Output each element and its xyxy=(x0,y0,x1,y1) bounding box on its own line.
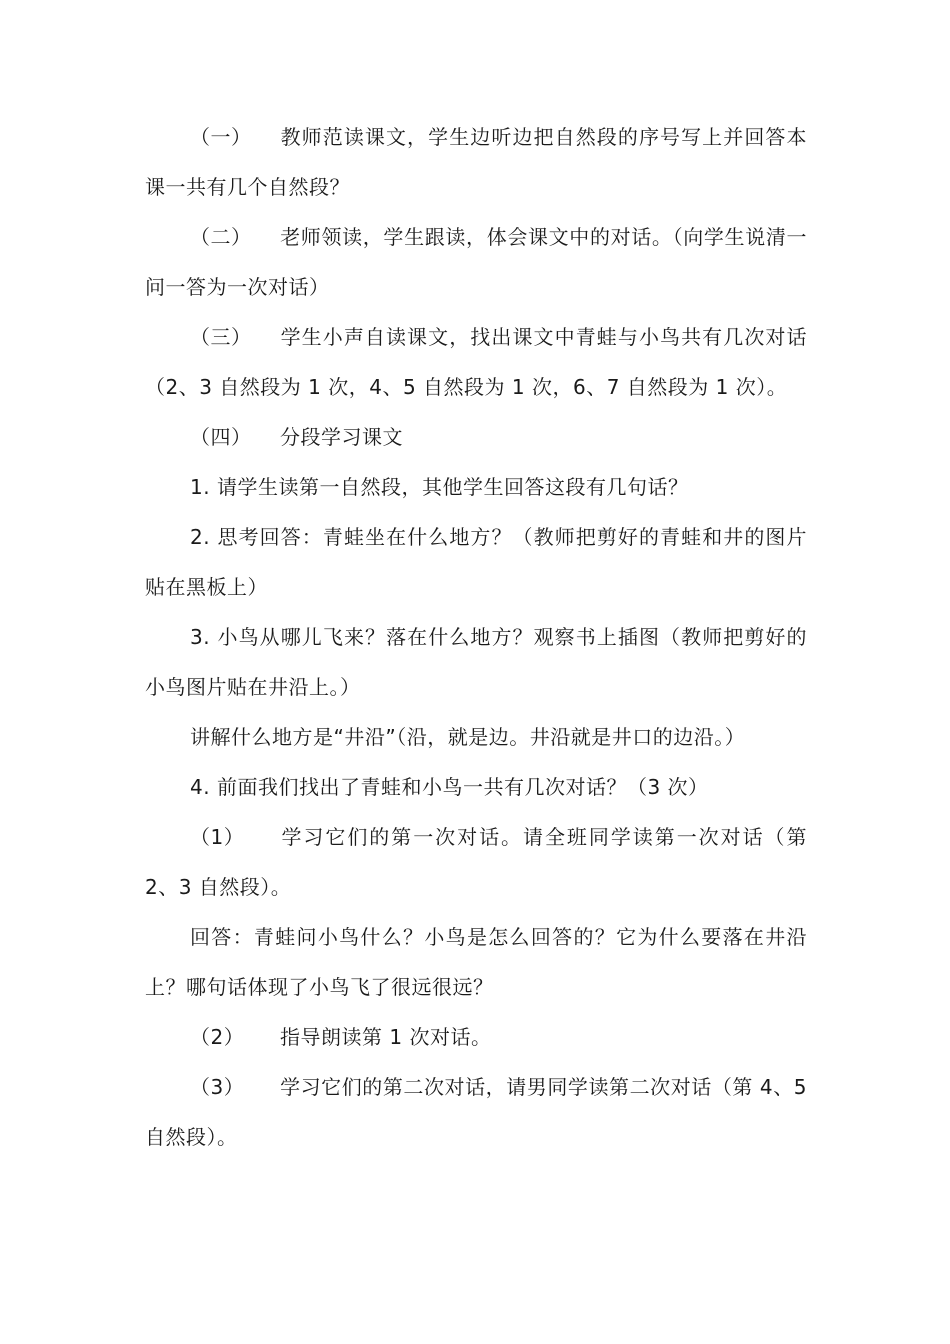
paragraph-text: 3. 小鸟从哪儿飞来？落在什么地方？观察书上插图（教师把剪好的小鸟图片贴在井沿上。） xyxy=(145,625,807,699)
paragraph-label: （2） xyxy=(190,1025,245,1049)
paragraph-12 xyxy=(145,1012,807,1062)
paragraph-text: 学习它们的第二次对话，请男同学读第二次对话（第 4、5 自然段）。 xyxy=(145,1075,807,1149)
paragraph-label: （一） xyxy=(190,125,252,149)
paragraph-label: （3） xyxy=(190,1075,245,1099)
paragraph-5 xyxy=(145,462,807,512)
paragraph-1 xyxy=(145,112,807,212)
paragraph-label: （四） xyxy=(190,425,252,449)
paragraph-text: 2. 思考回答：青蛙坐在什么地方？（教师把剪好的青蛙和井的图片贴在黑板上） xyxy=(145,525,807,599)
paragraph-text: 老师领读，学生跟读，体会课文中的对话。（向学生说清一问一答为一次对话） xyxy=(145,225,807,299)
paragraph-text: 分段学习课文 xyxy=(280,425,403,449)
paragraph-text: 4. 前面我们找出了青蛙和小鸟一共有几次对话？（3 次） xyxy=(190,775,709,799)
paragraph-text: 1. 请学生读第一自然段，其他学生回答这段有几句话？ xyxy=(190,475,689,499)
paragraph-10 xyxy=(145,812,807,912)
paragraph-text: 回答：青蛙问小鸟什么？小鸟是怎么回答的？它为什么要落在井沿上？哪句话体现了小鸟飞了很远很远？ xyxy=(145,925,807,999)
paragraph-text: 指导朗读第 1 次对话。 xyxy=(280,1025,492,1049)
paragraph-label: （三） xyxy=(190,325,252,349)
paragraph-3 xyxy=(145,312,807,412)
paragraph-2 xyxy=(145,212,807,312)
paragraph-13 xyxy=(145,1062,807,1162)
paragraph-7 xyxy=(145,612,807,712)
paragraph-label: （二） xyxy=(190,225,252,249)
paragraph-text: 学生小声自读课文，找出课文中青蛙与小鸟共有几次对话（2、3 自然段为 1 次，4、5 自然段为 1 次，6、7 自然段为 1 次）。 xyxy=(145,325,807,399)
paragraph-8 xyxy=(145,712,807,762)
paragraph-text: 学习它们的第一次对话。请全班同学读第一次对话（第 2、3 自然段）。 xyxy=(145,825,807,899)
paragraph-text: 教师范读课文，学生边听边把自然段的序号写上并回答本课一共有几个自然段？ xyxy=(145,125,807,199)
paragraph-9 xyxy=(145,762,807,812)
document-body xyxy=(145,112,807,1162)
paragraph-6 xyxy=(145,512,807,612)
paragraph-4 xyxy=(145,412,807,462)
paragraph-11 xyxy=(145,912,807,1012)
paragraph-label: （1） xyxy=(190,825,245,849)
paragraph-text: 讲解什么地方是“井沿”（沿，就是边。井沿就是井口的边沿。） xyxy=(190,725,746,749)
